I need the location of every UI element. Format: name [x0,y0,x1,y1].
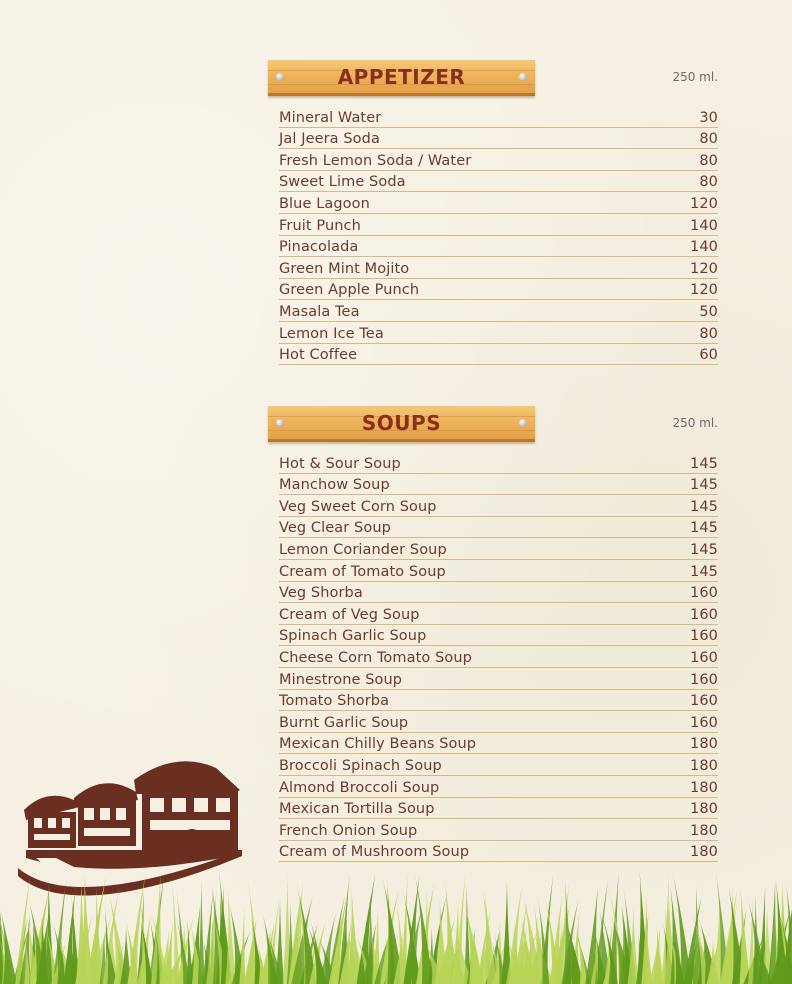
menu-item-price: 145 [690,455,718,472]
soups-section [268,406,720,862]
appetizer-item-list [279,106,718,365]
menu-item-name: Pinacolada [279,239,359,256]
menu-item-price: 180 [690,822,718,839]
menu-item-price: 160 [690,585,718,602]
menu-item-price: 180 [690,736,718,753]
menu-item-name: Lemon Coriander Soup [279,541,447,558]
menu-item-price: 160 [690,693,718,710]
menu-item-price: 145 [690,520,718,537]
menu-item-name: Veg Sweet Corn Soup [279,498,437,515]
menu-item-name: Fresh Lemon Soda / Water [279,152,472,169]
menu-item-name: Tomato Shorba [279,693,390,710]
menu-item-price: 145 [690,477,718,494]
menu-item-name: Hot & Sour Soup [279,455,401,472]
menu-item-row [279,646,718,668]
menu-item-name: Manchow Soup [279,477,390,494]
menu-item-name: Green Mint Mojito [279,260,410,277]
menu-item-row [279,236,718,258]
menu-item-price: 145 [690,541,718,558]
menu-item-price: 80 [699,325,718,342]
menu-item-price: 160 [690,649,718,666]
menu-item-price: 50 [699,303,718,320]
menu-item-row [279,300,718,322]
menu-item-row [279,474,718,496]
menu-item-price: 80 [699,131,718,148]
menu-item-price: 180 [690,757,718,774]
menu-item-row [279,776,718,798]
grass-blade [275,900,284,984]
menu-item-row [279,625,718,647]
menu-item-name: Veg Shorba [279,585,363,602]
menu-item-row [279,257,718,279]
menu-item-row [279,322,718,344]
menu-item-name: Jal Jeera Soda [279,131,380,148]
menu-item-row [279,452,718,474]
menu-item-row [279,711,718,733]
menu-item-row [279,517,718,539]
menu-item-price: 30 [699,109,718,126]
menu-item-price: 180 [690,801,718,818]
menu-item-row [279,192,718,214]
menu-item-row [279,690,718,712]
menu-item-row [279,106,718,128]
menu-item-row [279,538,718,560]
menu-item-row [279,171,718,193]
appetizer-header-board [268,60,535,96]
menu-item-row [279,582,718,604]
menu-item-name: Veg Clear Soup [279,520,391,537]
menu-item-name: Spinach Garlic Soup [279,628,427,645]
menu-item-price: 180 [690,844,718,861]
menu-item-row [279,495,718,517]
menu-item-name: Green Apple Punch [279,282,420,299]
menu-item-row [279,128,718,150]
appetizer-unit-label: 250 ml. [672,70,718,84]
menu-item-price: 160 [690,671,718,688]
menu-item-name: Almond Broccoli Soup [279,779,440,796]
menu-item-row [279,733,718,755]
menu-item-name: Minestrone Soup [279,671,403,688]
menu-item-name: Mexican Chilly Beans Soup [279,736,477,753]
grass-border-icon [0,864,792,984]
menu-item-name: Fruit Punch [279,217,361,234]
menu-item-name: Cream of Tomato Soup [279,563,446,580]
menu-item-price: 80 [699,152,718,169]
menu-item-name: French Onion Soup [279,822,418,839]
menu-item-row [279,603,718,625]
menu-item-row [279,344,718,366]
menu-item-name: Hot Coffee [279,347,358,364]
menu-item-name: Masala Tea [279,303,360,320]
menu-item-name: Broccoli Spinach Soup [279,757,442,774]
menu-item-row [279,798,718,820]
menu-item-row [279,841,718,863]
menu-item-row [279,668,718,690]
menu-item-price: 120 [690,195,718,212]
menu-item-price: 60 [699,347,718,364]
menu-item-row [279,560,718,582]
menu-item-name: Lemon Ice Tea [279,325,384,342]
menu-item-price: 120 [690,282,718,299]
menu-item-name: Cream of Veg Soup [279,606,420,623]
menu-item-price: 160 [690,606,718,623]
menu-item-price: 160 [690,628,718,645]
menu-item-price: 120 [690,260,718,277]
menu-item-row [279,214,718,236]
menu-item-row [279,819,718,841]
menu-item-price: 145 [690,498,718,515]
menu-item-name: Blue Lagoon [279,195,370,212]
soups-title: SOUPS [361,411,442,435]
menu-item-name: Cheese Corn Tomato Soup [279,649,472,666]
menu-item-row [279,149,718,171]
menu-item-price: 160 [690,714,718,731]
soups-item-list [279,452,718,862]
menu-item-name: Burnt Garlic Soup [279,714,409,731]
appetizer-section [268,60,720,366]
grass-blade [740,886,750,984]
menu-item-name: Mexican Tortilla Soup [279,801,435,818]
menu-item-price: 80 [699,174,718,191]
menu-item-name: Sweet Lime Soda [279,174,406,191]
soups-header-board [268,406,535,442]
menu-item-price: 140 [690,239,718,256]
soups-unit-label: 250 ml. [672,416,718,430]
menu-item-price: 145 [690,563,718,580]
menu-item-name: Mineral Water [279,109,382,126]
menu-item-price: 140 [690,217,718,234]
appetizer-title: APPETIZER [337,65,466,89]
menu-item-name: Cream of Mushroom Soup [279,844,470,861]
menu-item-row [279,279,718,301]
menu-item-price: 180 [690,779,718,796]
menu-item-row [279,754,718,776]
